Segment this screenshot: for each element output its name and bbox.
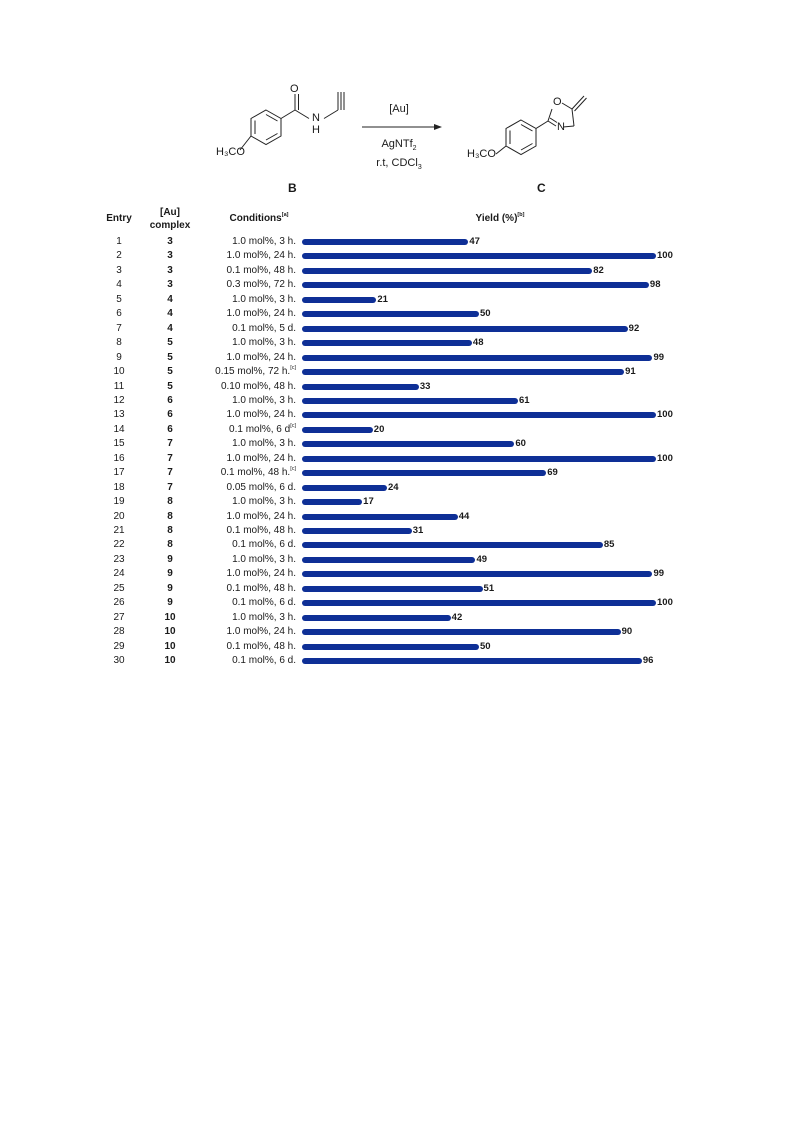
yield-bar: [302, 282, 649, 288]
yield-value-label: 99: [653, 351, 665, 363]
conditions-text: 0.1 mol%, 6 d: [229, 423, 291, 435]
conditions-cell: [176, 395, 296, 406]
conditions-text: 1.0 mol%, 3 h.: [232, 394, 296, 406]
au-complex-number: 7: [167, 438, 173, 450]
yield-bar: [302, 384, 419, 390]
table-row: [0, 264, 793, 278]
table-row: [0, 538, 793, 552]
au-complex-number: 9: [167, 597, 173, 609]
entry-number: 20: [113, 510, 125, 522]
conditions-cell: [176, 496, 296, 507]
sm-nitrogen-label: N: [312, 112, 320, 124]
table-row: [0, 466, 793, 480]
yield-value-label: 69: [547, 467, 558, 479]
conditions-cell: [176, 236, 296, 247]
yield-value-label: 24: [387, 481, 399, 493]
au-complex-number: 10: [164, 640, 176, 652]
au-complex-number: 3: [167, 250, 173, 262]
table-row: [0, 654, 793, 668]
conditions-cell: [176, 525, 296, 536]
yield-bar: [302, 470, 546, 476]
entry-number: 3: [116, 264, 122, 276]
sm-oxygen-label: O: [290, 83, 299, 95]
entry-number: 22: [113, 539, 125, 551]
conditions-cell: [176, 482, 296, 493]
conditions-cell: [176, 352, 296, 363]
au-complex-number: 9: [167, 568, 173, 580]
yield-bar: [302, 239, 468, 245]
conditions-cell: [176, 583, 296, 594]
table-row: [0, 640, 793, 654]
au-complex-number: 10: [164, 626, 176, 638]
entry-number: 7: [116, 322, 122, 334]
yield-value-label: 82: [593, 264, 604, 276]
yield-bar: [302, 571, 652, 577]
conditions-text: 0.1 mol%, 48 h.: [226, 264, 296, 276]
conditions-text: 0.15 mol%, 72 h.: [215, 366, 291, 378]
header-entry: Entry: [106, 213, 132, 224]
yield-bar: [302, 369, 624, 375]
yield-bar: [302, 427, 373, 433]
au-complex-number: 10: [164, 655, 176, 667]
yield-bar: [302, 441, 514, 447]
yield-bar: [302, 253, 656, 259]
entry-number: 24: [113, 568, 125, 580]
au-complex-number: 7: [167, 481, 173, 493]
au-complex-number: 9: [167, 582, 173, 594]
conditions-text: 1.0 mol%, 3 h.: [232, 438, 296, 450]
au-complex-number: 8: [167, 525, 173, 536]
table-row: [0, 235, 793, 249]
header-complex-line1: [Au]: [160, 207, 180, 218]
header-yield-note: [b]: [517, 212, 525, 218]
silver-salt: AgNTf: [381, 138, 413, 150]
conditions-text: 0.05 mol%, 6 d.: [226, 481, 296, 493]
au-complex-number: 6: [167, 409, 173, 421]
entry-number: 4: [116, 279, 122, 291]
yield-bar: [302, 340, 472, 346]
yield-value-label: 98: [649, 279, 661, 291]
conditions-text: 0.1 mol%, 48 h.: [226, 582, 296, 594]
compound-b-label: B: [288, 181, 297, 195]
entry-number: 26: [113, 597, 125, 609]
yield-bar: [302, 629, 621, 635]
au-complex-number: 5: [167, 366, 173, 378]
conditions-text: 1.0 mol%, 3 h.: [232, 293, 296, 305]
au-complex-number: 5: [167, 337, 173, 349]
yield-bar: [302, 268, 592, 274]
table-row: [0, 365, 793, 379]
entry-number: 23: [113, 553, 125, 565]
conditions-label: [352, 137, 446, 175]
au-complex-number: 6: [167, 394, 173, 406]
yield-bar: [302, 355, 652, 361]
entry-number: 25: [113, 582, 125, 594]
entry-number: 18: [113, 481, 125, 493]
conditions-cell: [176, 641, 296, 652]
conditions-cell: [176, 568, 296, 579]
conditions-text: 0.10 mol%, 48 h.: [220, 380, 296, 392]
yield-value-label: 44: [458, 510, 470, 522]
conditions-text: 0.1 mol%, 48 h.: [220, 467, 291, 479]
table-row: [0, 336, 793, 350]
entry-number: 1: [116, 236, 122, 247]
conditions-text: 1.0 mol%, 24 h.: [226, 351, 296, 363]
conditions-cell: [176, 250, 296, 261]
yield-bar: [302, 615, 451, 621]
yield-value-label: 50: [480, 640, 491, 652]
conditions-text: 0.1 mol%, 48 h.: [226, 640, 296, 652]
conditions-cell: [176, 279, 296, 290]
conditions-text: 0.1 mol%, 48 h.: [226, 525, 296, 536]
entry-number: 13: [113, 409, 125, 421]
entry-number: 8: [116, 337, 122, 349]
conditions-cell: [176, 409, 296, 420]
yield-bar: [302, 658, 642, 664]
conditions-cell: [176, 337, 296, 348]
conditions-text: 1.0 mol%, 3 h.: [232, 611, 296, 623]
entry-number: 11: [113, 380, 125, 392]
table-row: [0, 553, 793, 567]
conditions-text: 1.0 mol%, 24 h.: [226, 626, 296, 638]
table-row: [0, 510, 793, 524]
au-complex-number: 5: [167, 351, 173, 363]
pr-oxygen-label: O: [553, 96, 562, 108]
yield-value-label: 51: [483, 582, 495, 594]
entry-number: 14: [113, 423, 125, 435]
table-row: [0, 481, 793, 495]
yield-value-label: 92: [628, 322, 640, 334]
entry-number: 9: [116, 351, 122, 363]
au-complex-number: 3: [167, 279, 173, 291]
entry-number: 6: [116, 308, 122, 320]
entry-number: 12: [113, 394, 125, 406]
yield-value-label: 49: [476, 553, 488, 565]
yield-value-label: 31: [412, 525, 424, 536]
yield-bar: [302, 456, 656, 462]
entry-number: 5: [116, 293, 122, 305]
header-yield: [460, 213, 540, 224]
table-row: [0, 495, 793, 509]
conditions-cell: [176, 597, 296, 608]
table-row: [0, 278, 793, 292]
yield-value-label: 96: [642, 655, 654, 667]
table-row: [0, 611, 793, 625]
conditions-cell: [176, 511, 296, 522]
conditions-text: 1.0 mol%, 24 h.: [226, 568, 296, 580]
yield-bar: [302, 586, 483, 592]
table-row: [0, 307, 793, 321]
entry-number: 29: [113, 640, 125, 652]
yield-value-label: 99: [653, 568, 665, 580]
header-conditions: [216, 213, 302, 224]
conditions-cell: [176, 308, 296, 319]
entry-number: 17: [113, 467, 125, 479]
sm-methoxy-label: H₃CO: [216, 146, 245, 158]
sm-hydrogen-label: H: [312, 124, 320, 136]
header-complex: [146, 206, 194, 232]
yield-bar: [302, 311, 479, 317]
au-complex-number: 4: [167, 293, 173, 305]
yield-bar: [302, 557, 475, 563]
conditions-text: 1.0 mol%, 24 h.: [226, 452, 296, 464]
yield-value-label: 91: [625, 366, 636, 378]
yield-value-label: 100: [657, 250, 673, 262]
yield-value-label: 100: [657, 409, 673, 421]
yield-bar: [302, 600, 656, 606]
au-complex-number: 7: [167, 467, 173, 479]
yield-value-label: 47: [469, 236, 480, 247]
yield-bar: [302, 644, 479, 650]
conditions-cell: [176, 381, 296, 392]
conditions-cell: [176, 655, 296, 666]
table-row: [0, 625, 793, 639]
conditions-text: 0.1 mol%, 6 d.: [232, 597, 296, 609]
conditions-text: 0.1 mol%, 6 d.: [232, 655, 296, 667]
entry-number: 2: [116, 250, 122, 262]
yield-bar: [302, 398, 518, 404]
table-row: [0, 437, 793, 451]
yield-bar: [302, 485, 387, 491]
header-complex-line2: complex: [149, 220, 191, 231]
au-complex-number: 8: [167, 510, 173, 522]
conditions-footnote: [c]: [290, 365, 296, 372]
yield-bar: [302, 412, 656, 418]
compound-c-label: C: [537, 181, 546, 195]
yield-value-label: 20: [373, 423, 385, 435]
yield-value-label: 42: [451, 611, 463, 623]
conditions-text: 0.3 mol%, 72 h.: [226, 279, 296, 291]
entry-number: 16: [113, 452, 125, 464]
header-conditions-text: Conditions: [229, 213, 282, 224]
header-yield-text: Yield (%): [475, 213, 518, 224]
yield-bar: [302, 514, 458, 520]
yield-value-label: 100: [657, 597, 673, 609]
conditions-cell: [176, 612, 296, 623]
conditions-cell: [176, 424, 296, 435]
au-complex-number: 3: [167, 236, 173, 247]
yield-value-label: 21: [377, 293, 388, 305]
arrow-head-icon: [434, 124, 442, 130]
yield-value-label: 100: [657, 452, 673, 464]
solvent-temp: r.t, CDCl: [376, 157, 418, 170]
conditions-cell: [176, 438, 296, 449]
conditions-text: 1.0 mol%, 24 h.: [226, 250, 296, 262]
table-row: [0, 582, 793, 596]
table-row: [0, 293, 793, 307]
au-complex-number: 4: [167, 322, 173, 334]
yield-value-label: 50: [480, 308, 491, 320]
table-row: [0, 423, 793, 437]
au-complex-number: 8: [167, 496, 173, 508]
conditions-cell: [176, 554, 296, 565]
conditions-cell: [176, 294, 296, 305]
table-row: [0, 596, 793, 610]
conditions-cell: [176, 265, 296, 276]
conditions-text: 1.0 mol%, 24 h.: [226, 308, 296, 320]
yield-value-label: 17: [363, 496, 374, 508]
conditions-cell: [176, 366, 296, 377]
au-complex-number: 3: [167, 264, 173, 276]
au-complex-number: 9: [167, 553, 173, 565]
conditions-cell: [176, 467, 296, 478]
au-complex-number: 4: [167, 308, 173, 320]
table-row: [0, 322, 793, 336]
conditions-text: 1.0 mol%, 3 h.: [232, 553, 296, 565]
pr-nitrogen-label: N: [557, 121, 565, 133]
table-row: [0, 380, 793, 394]
au-complex-number: 10: [164, 611, 176, 623]
au-complex-number: 6: [167, 423, 173, 435]
conditions-cell: [176, 323, 296, 334]
table-row: [0, 524, 793, 538]
yield-value-label: 61: [518, 394, 530, 406]
silver-salt-subscript: 2: [412, 145, 417, 153]
table-row: [0, 452, 793, 466]
header-conditions-note: [a]: [281, 212, 289, 218]
entry-number: 30: [113, 655, 125, 667]
conditions-cell: [176, 539, 296, 550]
conditions-footnote: [c]: [290, 466, 296, 473]
yield-bar: [302, 542, 603, 548]
entry-number: 28: [113, 626, 125, 638]
yield-value-label: 60: [515, 438, 526, 450]
yield-value-label: 90: [621, 626, 633, 638]
yield-value-label: 48: [472, 337, 484, 349]
table-row: [0, 351, 793, 365]
yield-bar: [302, 499, 362, 505]
table-row: [0, 408, 793, 422]
catalyst-label: [Au]: [389, 103, 409, 115]
conditions-text: 1.0 mol%, 24 h.: [226, 409, 296, 421]
conditions-text: 1.0 mol%, 24 h.: [226, 510, 296, 522]
conditions-text: 1.0 mol%, 3 h.: [232, 236, 296, 247]
pr-methoxy-label: H₃CO: [467, 148, 496, 160]
au-complex-number: 8: [167, 539, 173, 551]
entry-number: 19: [113, 496, 125, 508]
table-row: [0, 249, 793, 263]
conditions-cell: [176, 626, 296, 637]
conditions-text: 0.1 mol%, 6 d.: [232, 539, 296, 551]
yield-bar: [302, 297, 376, 303]
conditions-text: 0.1 mol%, 5 d.: [232, 322, 296, 334]
au-complex-number: 5: [167, 380, 173, 392]
table-row: [0, 567, 793, 581]
entry-number: 27: [113, 611, 125, 623]
yield-value-label: 33: [419, 380, 431, 392]
conditions-cell: [176, 453, 296, 464]
yield-bar: [302, 528, 412, 534]
conditions-text: 1.0 mol%, 3 h.: [232, 496, 296, 508]
yield-bar: [302, 326, 628, 332]
table-row: [0, 394, 793, 408]
entry-number: 10: [113, 366, 125, 378]
au-complex-number: 7: [167, 452, 173, 464]
entry-number: 21: [113, 525, 125, 536]
entry-number: 15: [113, 438, 125, 450]
solvent-subscript: 3: [417, 164, 422, 172]
conditions-footnote: [c]: [290, 422, 296, 429]
conditions-text: 1.0 mol%, 3 h.: [232, 337, 296, 349]
yield-value-label: 85: [603, 539, 615, 551]
